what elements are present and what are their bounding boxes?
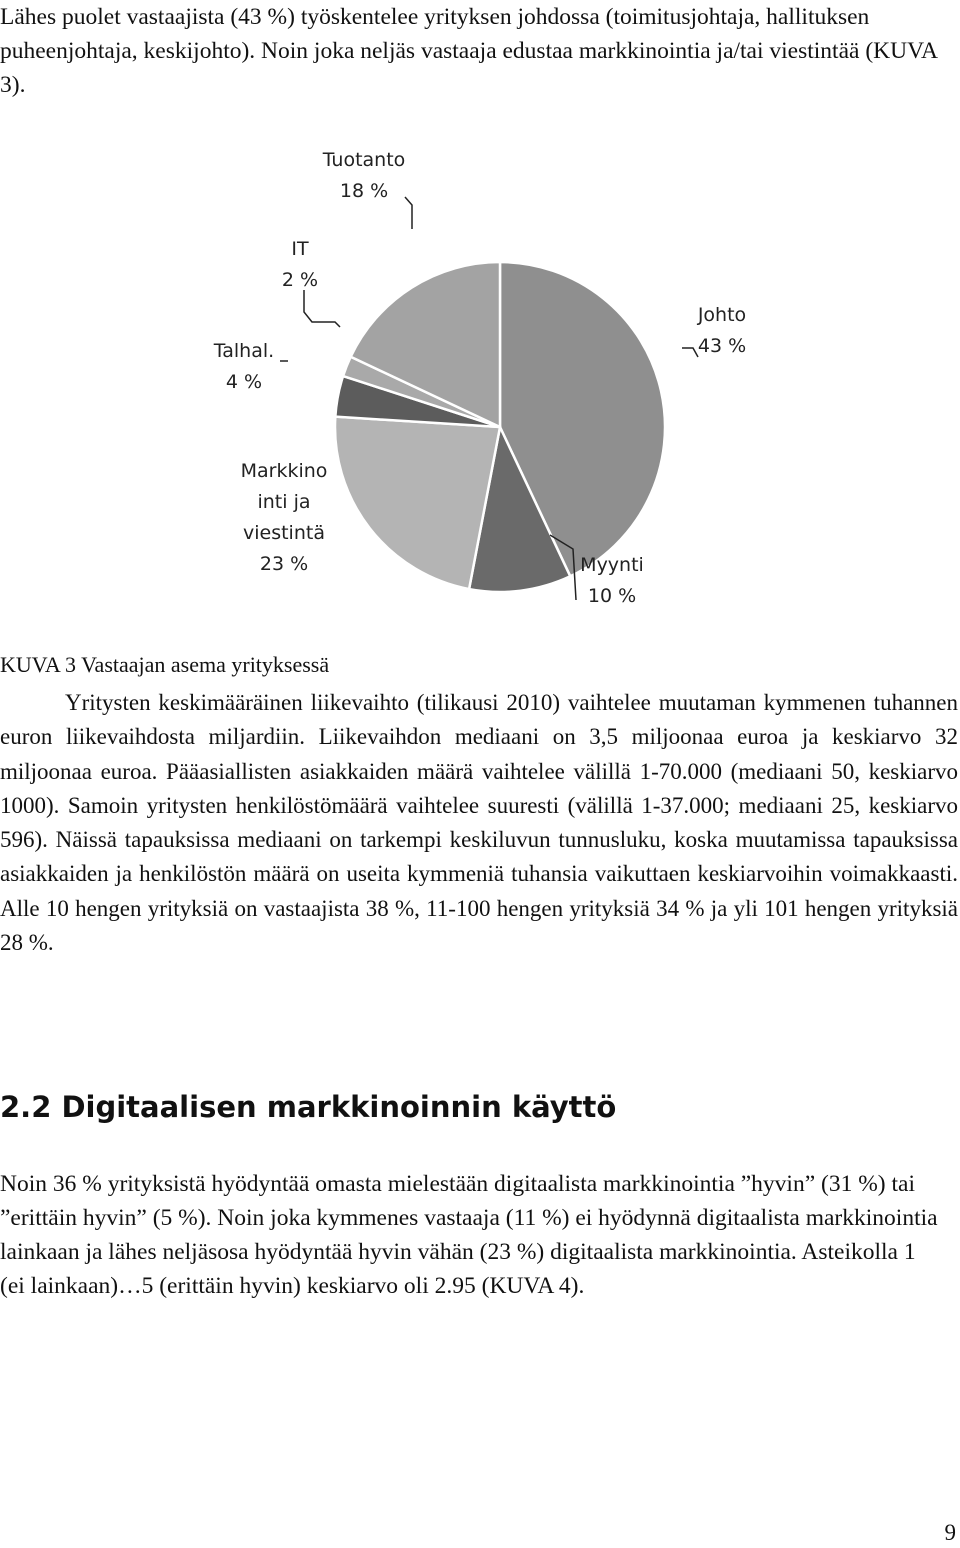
page-number: 9: [944, 1520, 956, 1545]
leader-line-johto: [682, 348, 698, 357]
body-paragraph-text: Yritysten keskimääräinen liikevaihto (tilikausi 2010) vaihtelee muutaman kymmenen tuhannen euron liikevaihdosta miljardiin. Liikevaihdon mediaani on 3,5 miljoonaa euroa ja keskiarvo 32 miljoonaa euroa. Pääasiallisten asiakkaiden määrä vaihtelee välillä 1-70.000 (mediaani 50, keskiarvo 1000). Samoin yritysten henkilöstömäärä vaihtelee suuresti (välillä 1-37.000; mediaani 25, keskiarvo 596). Näissä tapauksissa mediaani on tarkempi keskiluvun tunnusluku, koska muutamissa tapauksissa asiakkaiden ja henkilöstön määrä on useita kymmeniä tuhansia vaikuttaen keskiarvoihin voimakkaasti. Alle 10 hengen yrityksiä on vastaajista 38 %, 11-100 hengen yrityksiä 34 % ja yli 101 hengen yrityksiä 28 %.: [0, 690, 958, 956]
intro-text: Lähes puolet vastaajista (43 %) työskentelee yrityksen johdossa (toimitusjohtaja, hallituksen puheenjohtaja, keskijohto). Noin joka neljäs vastaaja edustaa markkinointia ja/tai viestintää (KUVA 3).: [0, 4, 937, 98]
body-paragraph: [0, 686, 958, 960]
pie-label-it: IT 2 %: [281, 238, 319, 291]
intro-paragraph: [0, 0, 950, 102]
pie-slices: [335, 262, 665, 592]
section-heading: 2.2 Digitaalisen markkinoinnin käyttö: [0, 1090, 617, 1124]
pie-label-tuotanto: Tuotanto 18 %: [322, 149, 406, 202]
section-paragraph-text: Noin 36 % yrityksistä hyödyntää omasta mielestään digitaalista markkinointia ”hyvin” (31 %) tai ”erittäin hyvin” (5 %). Noin joka kymmenes vastaaja (11 %) ei hyödynnä digitaalista markkinointia lainkaan ja lähes neljäsosa hyödyntää hyvin vähän (23 %) digitaalista markkinointia. Asteikolla 1 (ei lainkaan)…5 (erittäin hyvin) keskiarvo oli 2.95 (KUVA 4).: [0, 1171, 938, 1299]
pie-label-johto: Johto 43 %: [697, 304, 747, 357]
figure-caption: KUVA 3 Vastaajan asema yrityksessä: [0, 652, 330, 677]
pie-label-markkino: Markkino inti ja viestintä 23 %: [240, 460, 328, 575]
pie-slice-markkino: [335, 417, 500, 589]
pie-chart: [200, 135, 780, 615]
section-paragraph: [0, 1167, 940, 1303]
leader-line-it: [304, 290, 340, 327]
pie-label-myynti: Myynti 10 %: [580, 554, 644, 607]
leader-line-tuotanto: [405, 197, 412, 229]
pie-label-talhal: Talhal. 4 %: [213, 340, 275, 393]
